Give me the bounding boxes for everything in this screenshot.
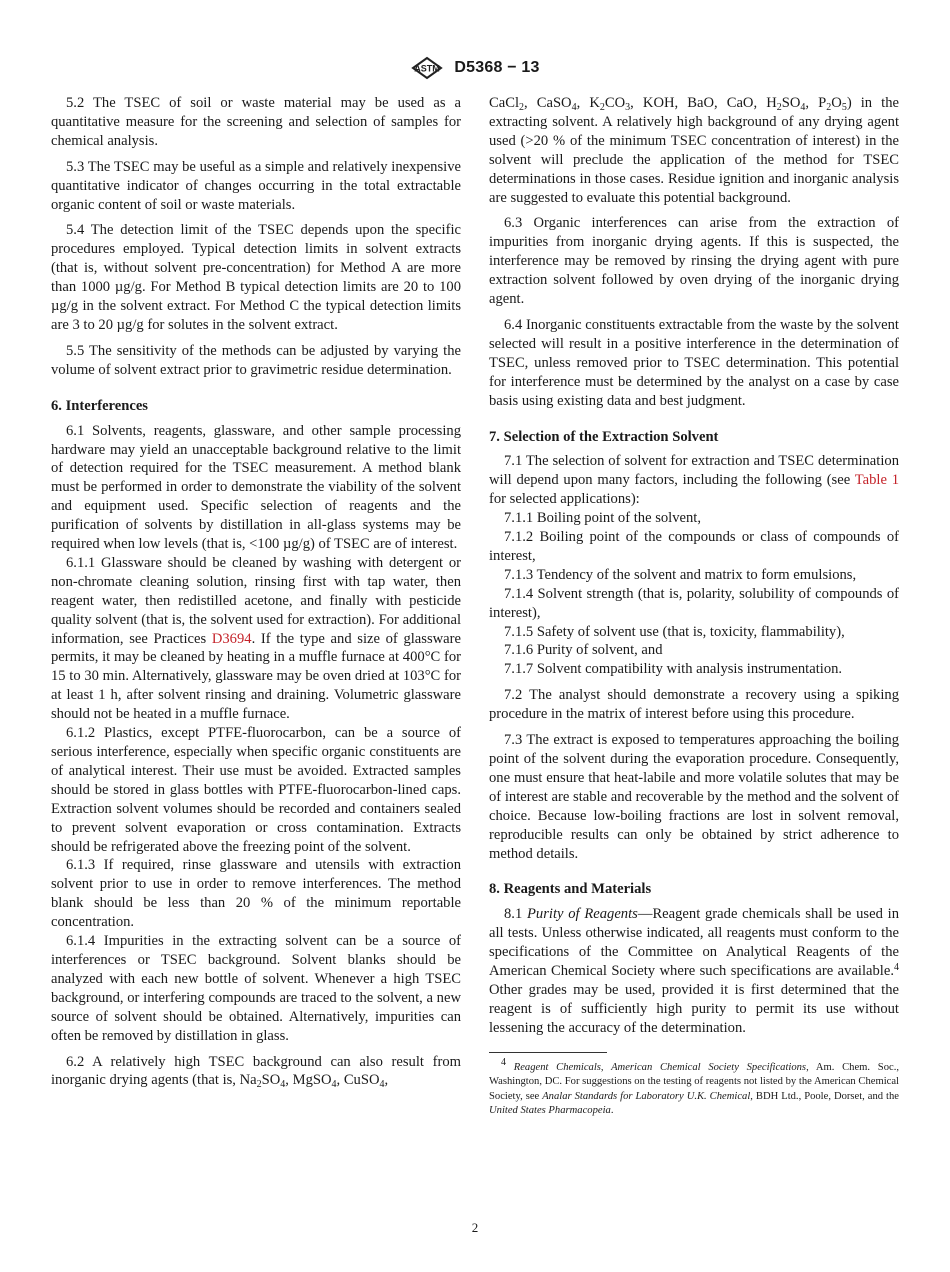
footnote-reference-4: 4 [894,962,899,974]
paragraph-7-3: 7.3 The extract is exposed to temperatures approaching the boiling point of the solvent during the evaporation procedure. Consequently, one must ensure that heat-labile and more volatile solutes that may be of interest are stable and recoverable by the method and the solvent of choice. Because low-boiling fractions are lost in solvent removal, reproducible results can only be obtained by strict adherence to method details. [489,732,899,862]
section-heading-7: 7. Selection of the Extraction Solvent [489,428,719,445]
paragraph-5-3: 5.3 The TSEC may be useful as a simple and relatively inexpensive quantitative indicator of changes occurring in the total extractable organic content of soil or waste materials. [51,158,461,213]
paragraph-7-1: 7.1 The selection of solvent for extraction and TSEC determination will depend upon many factors, including the following (see Table 1 for selected applications): [489,453,899,508]
list-item-7-1-6: 7.1.6 Purity of solvent, and [504,642,663,659]
paragraph-6-1-3: 6.1.3 If required, rinse glassware and utensils with extraction solvent prior to use in order to remove interferences. The method blank should be less than 20 % of the minimum reportable concentration. [51,857,461,931]
astm-logo-icon [410,56,444,80]
formula-h2so4: $H_2SO_4$ [766,95,806,113]
footnote-4: $^4$ Reagent Chemicals, American Chemical Society Specifications, Am. Chem. Soc., Washington, DC. For suggestions on the testing of reagents not listed by the American Chemical Society, see Analar Standards for Laboratory U.K. Chemical, BDH Ltd., Poole, Dorset, and the United States Pharmacopeia. [489,1056,900,1117]
formula-p2o5: $P_2O_5$ [818,95,847,113]
paragraph-7-2: 7.2 The analyst should demonstrate a recovery using a spiking procedure in the matrix of interest before using this procedure. [489,687,899,723]
page-header [0,56,950,82]
section-heading-6: 6. Interferences [51,397,148,414]
paragraph-6-1: 6.1 Solvents, reagents, glassware, and other sample processing hardware may yield an unacceptable background relative to the limit of detection required for the TSEC measurement. A method blank must be performed in order to demonstrate the viability of the solvent and equipment used. Specific selection of reagents and the purification of solvents by distillation in all-glass systems may be required when low levels (that is, <100 µg/g) of TSEC are of interest. [51,422,461,553]
list-item-7-1-3: 7.1.3 Tendency of the solvent and matrix to form emulsions, [504,566,857,583]
reference-link-table-1[interactable]: Table 1 [854,472,899,489]
footnote-divider [489,1052,607,1053]
list-item-7-1-1: 7.1.1 Boiling point of the solvent, [504,510,702,527]
formula-caso4: CaSO$_4$ [536,95,577,113]
paragraph-6-4: 6.4 Inorganic constituents extractable from the waste by the solvent selected will result in a positive interference in the determination of TSEC, unless removed prior to TSEC determination. This potential for interference must be determined by the analyst on a case by case basis using existing data and best judgment. [489,316,899,409]
list-item-7-1-7: 7.1.7 Solvent compatibility with analysis instrumentation. [504,661,843,678]
paragraph-6-2: 6.2 A relatively high TSEC background can also result from inorganic drying agents (that is, $Na_2SO_4$, MgSO$_4$, CuSO$_4$, [51,1053,461,1091]
paragraph-5-2: 5.2 The TSEC of soil or waste material may be used as a quantitative measure for the screening and selection of samples for chemical analysis. [51,95,461,149]
formula-na2so4: $Na_2SO_4$ [239,1072,286,1091]
paragraph-6-3: 6.3 Organic interferences can arise from the extraction of impurities from inorganic drying agents. If this is suspected, the interference may be removed by rinsing the drying agent with pure extraction solvent followed by oven drying of the inorganic drying agent. [489,215,899,308]
list-item-7-1-2: 7.1.2 Boiling point of the compounds or class of compounds of interest, [489,529,899,564]
left-column [51,94,461,1097]
formula-cacl2: CaCl$_2$ [489,95,524,113]
paragraph-6-1-2: 6.1.2 Plastics, except PTFE-fluorocarbon, can be a source of serious interference, especially when specific organic constituents are of analytical interest. Their use must be avoided. Extracted samples should be stored in glass bottles with PTFE-fluorocarbon-lined caps. Extraction solvent volumes should be recorded and containers sealed to prevent solvent evaporation or cross contamination. Extracts should be refrigerated above the freezing point of the solvent. [51,725,461,855]
list-item-7-1-4: 7.1.4 Solvent strength (that is, polarity, solubility of compounds of interest), [489,585,899,621]
paragraph-6-2-continued: CaCl$_2$, CaSO$_4$, $K_2CO_3$, KOH, BaO, CaO, $H_2SO_4$, $P_2O_5$) in the extracting solvent. A relatively high background of any drying agent used (>20 % of the minimum TSEC concentration of interest) in the solvent will preclude the application of the method for TSEC determinations in those cases. Residue ignition and inorganic analysis are suggested to evaluate this potential background. [489,95,900,206]
formula-mgso4: MgSO$_4$ [292,1072,337,1091]
paragraph-6-1-1: 6.1.1 Glassware should be cleaned by washing with detergent or non-chromate cleaning solution, rinsing first with tap water, then reagent water, then redistilled acetone, and finally with pesticide quality solvent (that is, the solvent used for extraction). For additional information, see Practices D3694. If the type and size of glassware permits, it may be cleaned by heating in a muffle furnace at 400°C for 15 to 30 min. Alternatively, glassware may be oven dried at 103°C for at least 1 h, after solvent rinsing and draining. Volumetric glassware should not be heated in a muffle furnace. [51,554,461,723]
paragraph-5-5: 5.5 The sensitivity of the methods can be adjusted by varying the volume of solvent extract prior to gravimetric residue determination. [51,342,461,378]
document-id: D5368 − 13 [454,59,540,76]
formula-cuso4: CuSO$_4$ [343,1072,385,1091]
page-number: 2 [471,1220,479,1235]
reference-link-d3694[interactable]: D3694 [211,630,252,647]
section-heading-8: 8. Reagents and Materials [489,881,652,898]
svg-text:ASTM: ASTM [414,63,441,74]
paragraph-5-4: 5.4 The detection limit of the TSEC depends upon the specific procedures employed. Typical detection limits in solvent extracts (that is, without solvent pre-concentration) for Method A are more than 1000 µg/g. For Method B typical detection limits are 20 to 100 µg/g in the solvent extract. For Method C the typical detection limits are 3 to 20 µg/g for solutes in the solvent extract. [51,222,461,333]
right-column [489,94,899,1119]
paragraph-8-1: 8.1 Purity of Reagents—Reagent grade chemicals shall be used in all tests. Unless otherwise indicated, all reagents must conform to the specifications of the Committee on Analytical Reagents of the American Chemical Society where such specifications are available.$^4$ Other grades may be used, provided it is first determined that the reagent is of sufficiently high purity to permit its use without lessening the accuracy of the determination. [489,906,899,1036]
paragraph-6-1-4: 6.1.4 Impurities in the extracting solvent can be a source of interferences or TSEC background. Solvent blanks should be analyzed with each new bottle of solvent. Whenever a high TSEC background, or interfering compounds are traced to the solvent, a new source of solvent should be obtained. Alternatively, impurities can often be removed by distillation in glass. [51,933,461,1044]
formula-k2co3: $K_2CO_3$ [589,95,631,113]
list-item-7-1-5: 7.1.5 Safety of solvent use (that is, toxicity, flammability), [504,623,845,640]
